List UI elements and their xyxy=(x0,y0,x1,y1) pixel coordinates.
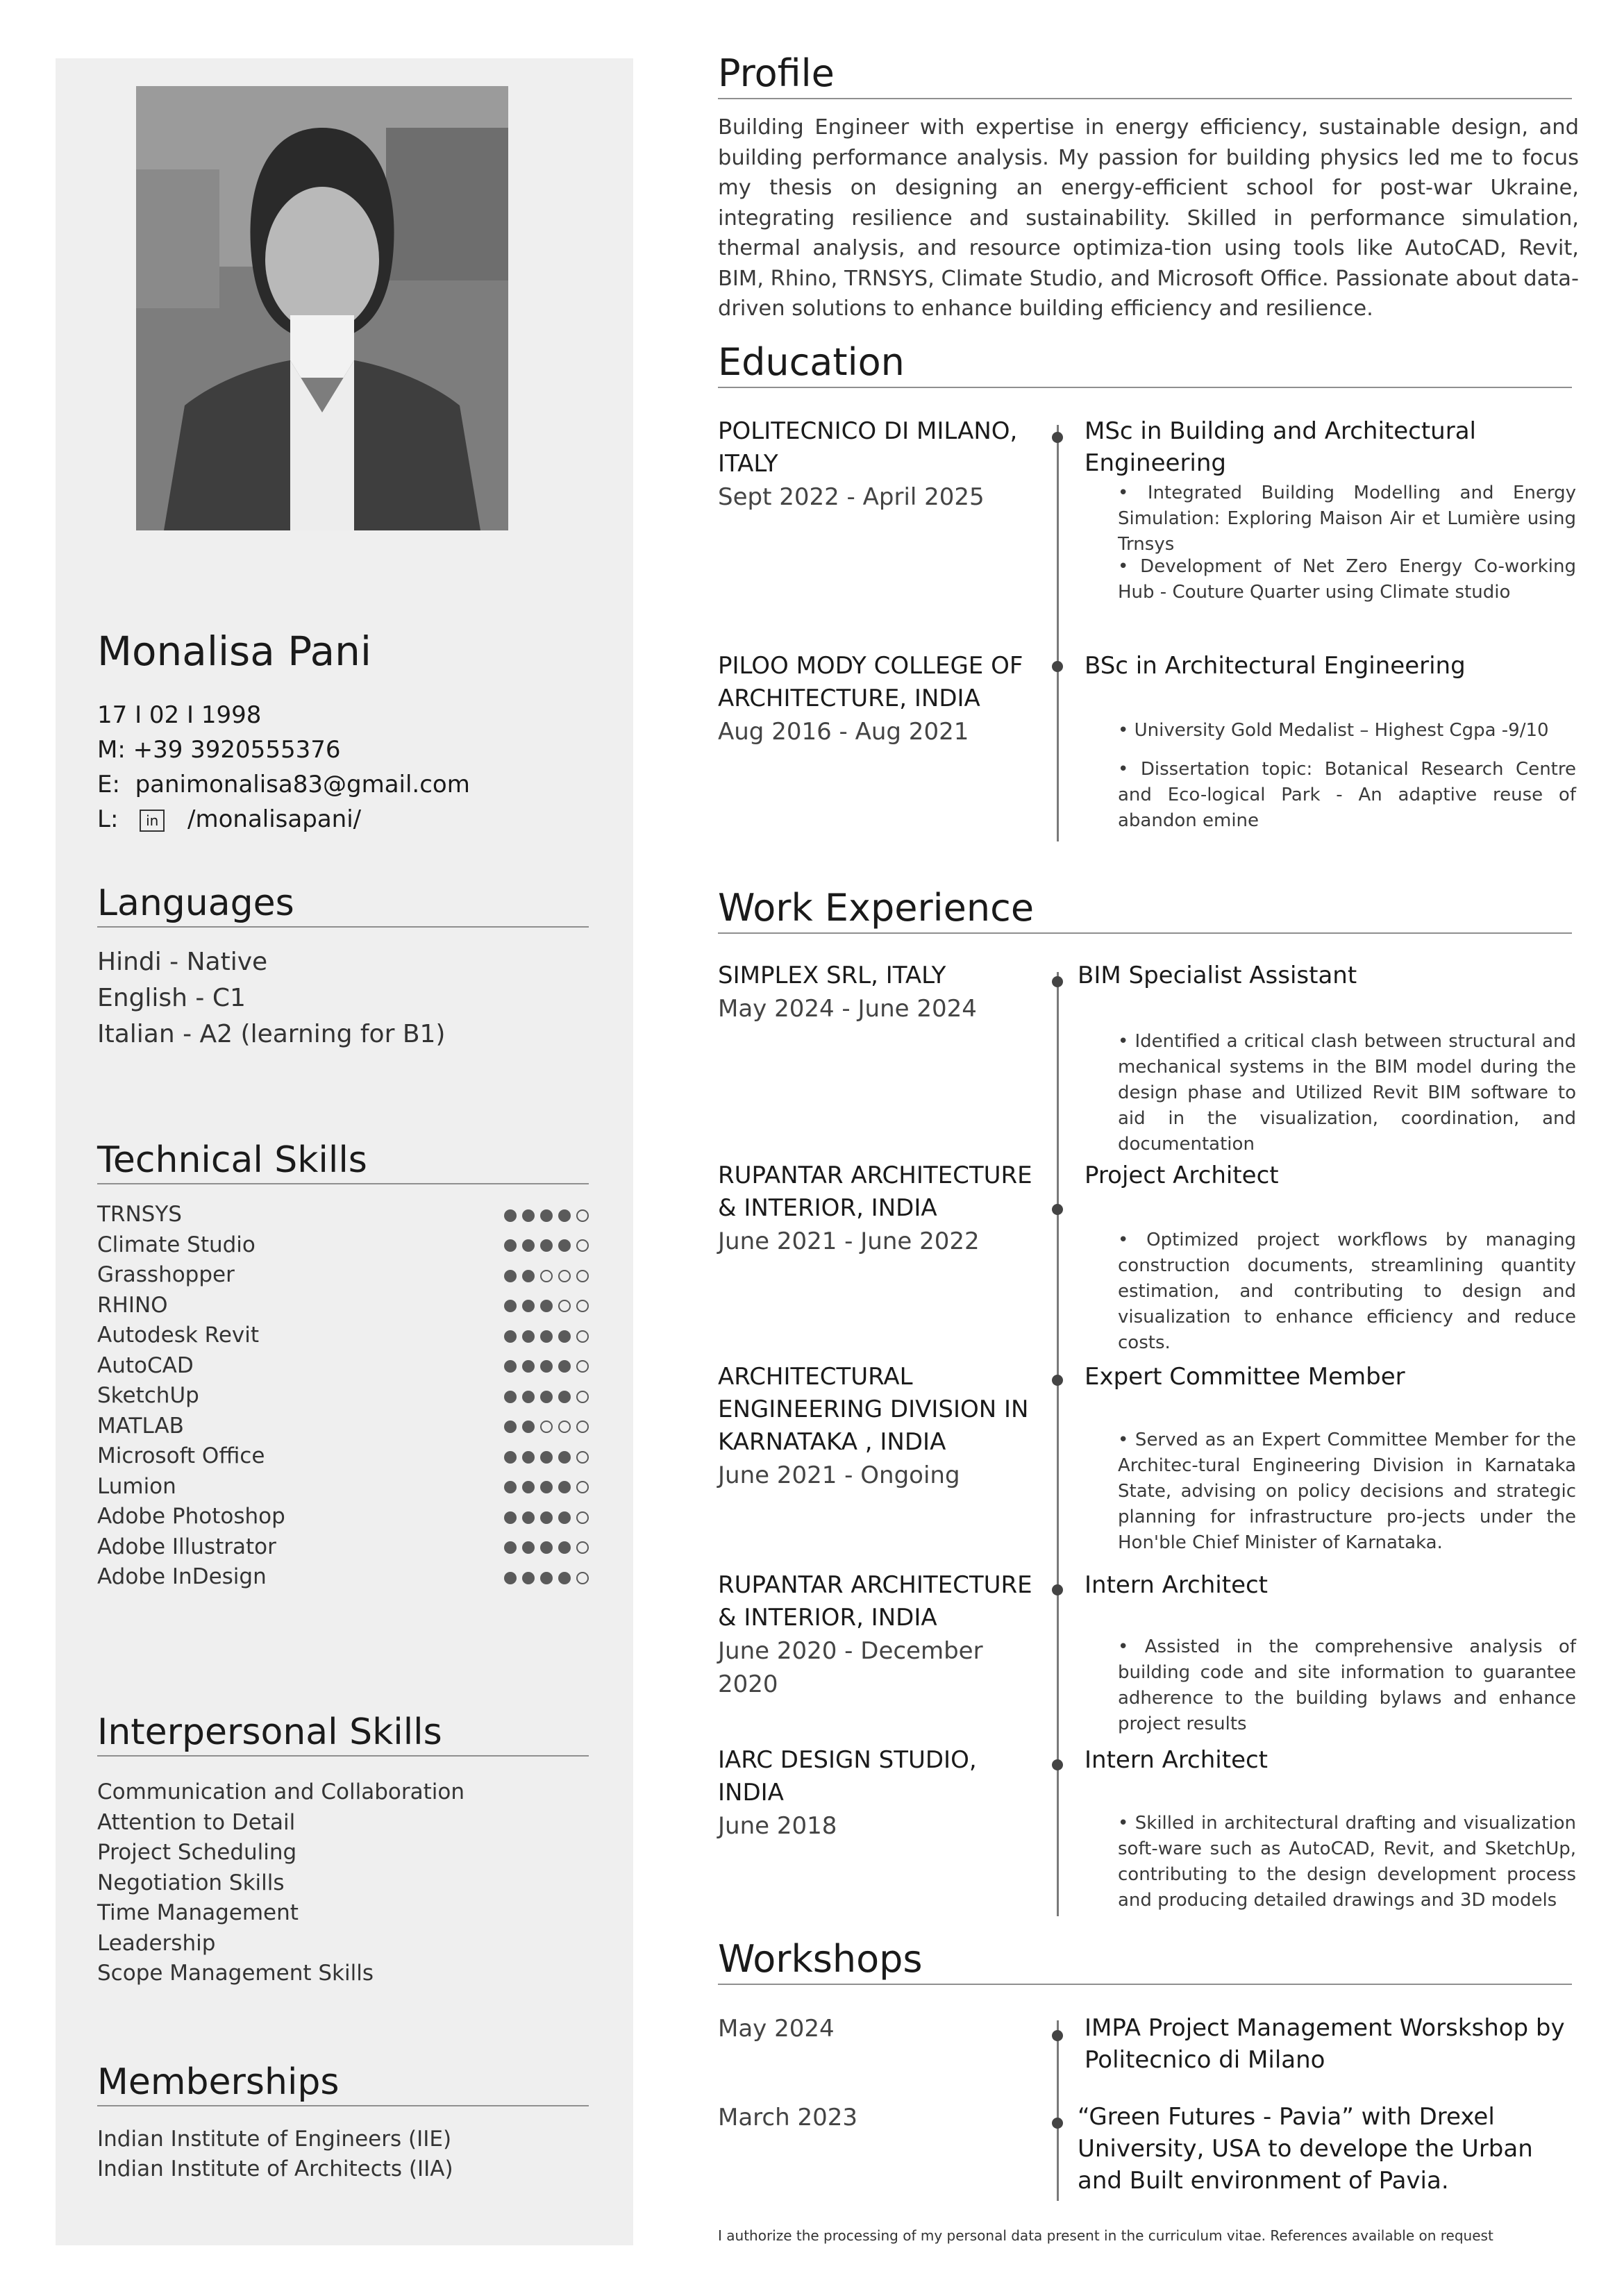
person-name: Monalisa Pani xyxy=(97,628,372,675)
timeline-dot xyxy=(1052,2030,1063,2041)
empty-dot-icon xyxy=(558,1421,571,1433)
languages-list xyxy=(97,944,589,1053)
work-company: ARCHITECTURAL ENGINEERING DIVISION IN KARNATAKA , INDIA xyxy=(718,1363,1029,1456)
skill-name: Microsoft Office xyxy=(97,1443,265,1468)
workshop-entry-2 xyxy=(718,2101,1037,2134)
skill-row xyxy=(97,1200,589,1230)
skill-level-rating xyxy=(499,1472,589,1502)
list-item: Leadership xyxy=(97,1930,216,1956)
filled-dot-icon xyxy=(504,1572,517,1584)
workshop-date: May 2024 xyxy=(718,2015,835,2043)
filled-dot-icon xyxy=(558,1391,571,1403)
filled-dot-icon xyxy=(522,1541,535,1554)
timeline-dot xyxy=(1052,661,1063,672)
filled-dot-icon xyxy=(540,1330,553,1343)
skill-name: Adobe Photoshop xyxy=(97,1504,285,1529)
filled-dot-icon xyxy=(504,1451,517,1464)
work-description: • Skilled in architectural drafting and visualization soft-ware such as AutoCAD, Revit, and SketchUp, contributing to the design development process and producing detailed drawings and 3D models xyxy=(1118,1813,1576,1911)
workshops-heading: Workshops xyxy=(718,1937,1572,1985)
empty-dot-icon xyxy=(576,1572,589,1584)
linkedin-icon: in xyxy=(140,810,165,832)
filled-dot-icon xyxy=(522,1270,535,1282)
filled-dot-icon xyxy=(504,1481,517,1493)
list-item: Attention to Detail xyxy=(97,1809,296,1835)
filled-dot-icon xyxy=(540,1209,553,1222)
work-role: Expert Committee Member xyxy=(1085,1363,1405,1391)
education-bullet: • Dissertation topic: Botanical Research Centre and Eco-logical Park - An adaptive reuse of abandon emine xyxy=(1118,759,1576,831)
skill-row xyxy=(97,1411,589,1442)
skill-row xyxy=(97,1502,589,1532)
email-line xyxy=(97,771,470,798)
filled-dot-icon xyxy=(558,1360,571,1373)
empty-dot-icon xyxy=(576,1451,589,1464)
work-company: RUPANTAR ARCHITECTURE & INTERIOR, INDIA xyxy=(718,1571,1032,1632)
list-item: Negotiation Skills xyxy=(97,1870,285,1895)
filled-dot-icon xyxy=(540,1481,553,1493)
empty-dot-icon xyxy=(576,1330,589,1343)
work-description: • Identified a critical clash between structural and mechanical systems in the BIM model during the design phase and Utilized Revit BIM software to aid in the visualization, coordination, and documentation xyxy=(1118,1031,1576,1155)
skill-level-rating xyxy=(499,1411,589,1442)
skill-name: Climate Studio xyxy=(97,1232,256,1257)
education-bullet: • University Gold Medalist – Highest Cgpa -9/10 xyxy=(1118,720,1549,741)
filled-dot-icon xyxy=(504,1300,517,1312)
empty-dot-icon xyxy=(558,1270,571,1282)
skill-level-rating xyxy=(499,1321,589,1351)
skill-name: Grasshopper xyxy=(97,1262,235,1287)
empty-dot-icon xyxy=(576,1300,589,1312)
linkedin-line xyxy=(97,805,361,833)
list-item: English - C1 xyxy=(97,984,246,1012)
timeline-dot xyxy=(1052,1759,1063,1770)
work-description: • Assisted in the comprehensive analysis of building code and site information to guarantee adherence to the building bylaws and enhance project results xyxy=(1118,1636,1576,1734)
skill-row xyxy=(97,1321,589,1351)
empty-dot-icon xyxy=(576,1481,589,1493)
skill-name: AutoCAD xyxy=(97,1352,194,1378)
skill-level-rating xyxy=(499,1260,589,1291)
education-bullet: • Integrated Building Modelling and Energy Simulation: Exploring Maison Air et Lumière using Trnsys xyxy=(1118,483,1576,555)
skill-row xyxy=(97,1291,589,1321)
empty-dot-icon xyxy=(576,1209,589,1222)
filled-dot-icon xyxy=(504,1239,517,1252)
skill-level-rating xyxy=(499,1291,589,1321)
technical-skills-heading: Technical Skills xyxy=(97,1139,589,1184)
list-item: Indian Institute of Architects (IIA) xyxy=(97,2156,453,2181)
interpersonal-skills-heading: Interpersonal Skills xyxy=(97,1711,589,1757)
filled-dot-icon xyxy=(540,1360,553,1373)
education-entry-1 xyxy=(718,415,1037,514)
list-item: Hindi - Native xyxy=(97,948,268,976)
filled-dot-icon xyxy=(558,1451,571,1464)
linkedin-handle[interactable]: /monalisapani/ xyxy=(187,805,362,833)
filled-dot-icon xyxy=(522,1330,535,1343)
skill-level-rating xyxy=(499,1441,589,1472)
privacy-footnote: I authorize the processing of my personal data present in the curriculum vitae. References available on request xyxy=(718,2227,1493,2244)
workshop-date: March 2023 xyxy=(718,2104,857,2131)
education-date: Aug 2016 - Aug 2021 xyxy=(718,718,969,746)
education-institution: POLITECNICO DI MILANO, ITALY xyxy=(718,417,1018,478)
filled-dot-icon xyxy=(558,1239,571,1252)
work-role: BIM Specialist Assistant xyxy=(1078,962,1357,989)
filled-dot-icon xyxy=(558,1572,571,1584)
work-company: IARC DESIGN STUDIO, INDIA xyxy=(718,1746,977,1807)
work-role: Project Architect xyxy=(1085,1162,1279,1189)
filled-dot-icon xyxy=(522,1421,535,1433)
filled-dot-icon xyxy=(522,1481,535,1493)
empty-dot-icon xyxy=(576,1541,589,1554)
empty-dot-icon xyxy=(576,1270,589,1282)
email-label: E: xyxy=(97,771,120,798)
filled-dot-icon xyxy=(504,1391,517,1403)
filled-dot-icon xyxy=(522,1511,535,1524)
list-item: Indian Institute of Engineers (IIE) xyxy=(97,2127,452,2152)
skill-name: MATLAB xyxy=(97,1413,184,1439)
empty-dot-icon xyxy=(576,1421,589,1433)
work-entry-3 xyxy=(718,1361,1037,1492)
technical-skills-list xyxy=(97,1200,589,1593)
filled-dot-icon xyxy=(504,1270,517,1282)
skill-row xyxy=(97,1562,589,1593)
memberships-list xyxy=(97,2125,589,2184)
skill-name: RHINO xyxy=(97,1292,168,1318)
work-entry-5 xyxy=(718,1744,1037,1843)
education-heading: Education xyxy=(718,340,1572,388)
skill-level-rating xyxy=(499,1562,589,1593)
filled-dot-icon xyxy=(540,1451,553,1464)
profile-photo xyxy=(136,86,508,530)
empty-dot-icon xyxy=(576,1391,589,1403)
filled-dot-icon xyxy=(558,1541,571,1554)
timeline-dot xyxy=(1052,2118,1063,2129)
work-date: June 2021 - June 2022 xyxy=(718,1227,980,1255)
filled-dot-icon xyxy=(522,1300,535,1312)
skill-level-rating xyxy=(499,1200,589,1230)
skill-name: Adobe Illustrator xyxy=(97,1534,276,1559)
languages-heading: Languages xyxy=(97,882,589,928)
filled-dot-icon xyxy=(558,1511,571,1524)
skill-level-rating xyxy=(499,1230,589,1261)
skill-row xyxy=(97,1260,589,1291)
education-entry-2 xyxy=(718,650,1037,748)
filled-dot-icon xyxy=(522,1360,535,1373)
work-description: • Optimized project workflows by managing construction documents, streamlining quantity estimation, and contributing to design and visualization to enhance efficiency and reduce costs. xyxy=(1118,1230,1576,1353)
filled-dot-icon xyxy=(522,1391,535,1403)
filled-dot-icon xyxy=(504,1541,517,1554)
skill-name: Adobe InDesign xyxy=(97,1564,267,1589)
filled-dot-icon xyxy=(540,1541,553,1554)
filled-dot-icon xyxy=(540,1391,553,1403)
filled-dot-icon xyxy=(504,1360,517,1373)
work-date: June 2021 - Ongoing xyxy=(718,1461,960,1489)
timeline-dot xyxy=(1052,432,1063,443)
list-item: Scope Management Skills xyxy=(97,1961,374,1986)
skill-row xyxy=(97,1351,589,1382)
empty-dot-icon xyxy=(576,1239,589,1252)
email-address[interactable]: panimonalisa83@gmail.com xyxy=(135,771,470,798)
list-item: Communication and Collaboration xyxy=(97,1779,464,1804)
skill-level-rating xyxy=(499,1502,589,1532)
skill-row xyxy=(97,1381,589,1411)
memberships-heading: Memberships xyxy=(97,2061,589,2106)
work-heading: Work Experience xyxy=(718,886,1572,934)
workshop-title: IMPA Project Management Worskshop by Politecnico di Milano xyxy=(1085,2014,1565,2074)
education-institution: PILOO MODY COLLEGE OF ARCHITECTURE, INDIA xyxy=(718,652,1023,712)
filled-dot-icon xyxy=(522,1239,535,1252)
work-date: May 2024 - June 2024 xyxy=(718,995,977,1023)
education-degree: BSc in Architectural Engineering xyxy=(1085,652,1466,680)
skill-level-rating xyxy=(499,1532,589,1563)
work-date: June 2018 xyxy=(718,1812,837,1840)
linkedin-label: L: xyxy=(97,805,119,833)
work-role: Intern Architect xyxy=(1085,1571,1269,1599)
workshop-title: “Green Futures - Pavia” with Drexel University, USA to develope the Urban and Built environment of Pavia. xyxy=(1078,2103,1533,2195)
skill-name: SketchUp xyxy=(97,1383,199,1408)
skill-name: TRNSYS xyxy=(97,1202,182,1227)
empty-dot-icon xyxy=(558,1300,571,1312)
mobile-number: M: +39 3920555376 xyxy=(97,736,341,764)
timeline-dot xyxy=(1052,976,1063,987)
list-item: Time Management xyxy=(97,1900,299,1925)
skill-row xyxy=(97,1230,589,1261)
work-entry-1 xyxy=(718,960,1037,1025)
filled-dot-icon xyxy=(522,1451,535,1464)
filled-dot-icon xyxy=(558,1330,571,1343)
filled-dot-icon xyxy=(540,1300,553,1312)
skill-row xyxy=(97,1472,589,1502)
skill-name: Autodesk Revit xyxy=(97,1323,260,1348)
empty-dot-icon xyxy=(540,1421,553,1433)
skill-row xyxy=(97,1532,589,1563)
list-item: Project Scheduling xyxy=(97,1840,297,1865)
filled-dot-icon xyxy=(540,1572,553,1584)
work-timeline xyxy=(1057,972,1059,1916)
filled-dot-icon xyxy=(558,1209,571,1222)
workshops-timeline xyxy=(1057,2020,1059,2201)
filled-dot-icon xyxy=(504,1511,517,1524)
filled-dot-icon xyxy=(540,1239,553,1252)
skill-row xyxy=(97,1441,589,1472)
education-degree: MSc in Building and Architectural Engineering xyxy=(1085,417,1476,477)
work-description: • Served as an Expert Committee Member for the Architec-tural Engineering Division in Karnataka State, advising on policy decisions and strategic planning for infrastructure pro-jects under the Hon'ble Chief Minister of Karnataka. xyxy=(1118,1430,1576,1553)
filled-dot-icon xyxy=(522,1572,535,1584)
list-item: Italian - A2 (learning for B1) xyxy=(97,1020,446,1048)
empty-dot-icon xyxy=(576,1360,589,1373)
empty-dot-icon xyxy=(576,1511,589,1524)
filled-dot-icon xyxy=(504,1421,517,1433)
timeline-dot xyxy=(1052,1584,1063,1595)
profile-text: Building Engineer with expertise in energy efficiency, sustainable design, and building performance analysis. My passion for building physics led me to focus my thesis on designing an energy-efficient school for post-war Ukraine, integrating resilience and sustainability. Skilled in performance simulation, thermal analysis, and resource optimiza-tion using tools like AutoCAD, Revit, BIM, Rhino, TRNSYS, Climate Studio, and Microsoft Office. Passionate about data-driven solutions to enhance building efficiency and resilience. xyxy=(718,115,1579,321)
timeline-dot xyxy=(1052,1375,1063,1386)
interpersonal-skills-list xyxy=(97,1777,589,1989)
work-entry-2 xyxy=(718,1159,1037,1258)
skill-name: Lumion xyxy=(97,1473,176,1499)
work-company: RUPANTAR ARCHITECTURE & INTERIOR, INDIA xyxy=(718,1162,1032,1222)
filled-dot-icon xyxy=(504,1209,517,1222)
education-bullet: • Development of Net Zero Energy Co-working Hub - Couture Quarter using Climate studio xyxy=(1118,556,1576,603)
work-company: SIMPLEX SRL, ITALY xyxy=(718,962,946,989)
empty-dot-icon xyxy=(540,1270,553,1282)
work-entry-4 xyxy=(718,1569,1037,1701)
profile-heading: Profile xyxy=(718,51,1572,99)
filled-dot-icon xyxy=(558,1481,571,1493)
filled-dot-icon xyxy=(504,1330,517,1343)
filled-dot-icon xyxy=(540,1511,553,1524)
timeline-dot xyxy=(1052,1204,1063,1215)
date-of-birth: 17 I 02 I 1998 xyxy=(97,701,262,729)
work-date: June 2020 - December 2020 xyxy=(718,1637,983,1698)
skill-level-rating xyxy=(499,1381,589,1411)
skill-level-rating xyxy=(499,1351,589,1382)
workshop-entry-1 xyxy=(718,2012,1037,2045)
work-role: Intern Architect xyxy=(1085,1746,1269,1774)
education-date: Sept 2022 - April 2025 xyxy=(718,483,985,511)
education-timeline xyxy=(1057,425,1059,841)
filled-dot-icon xyxy=(522,1209,535,1222)
